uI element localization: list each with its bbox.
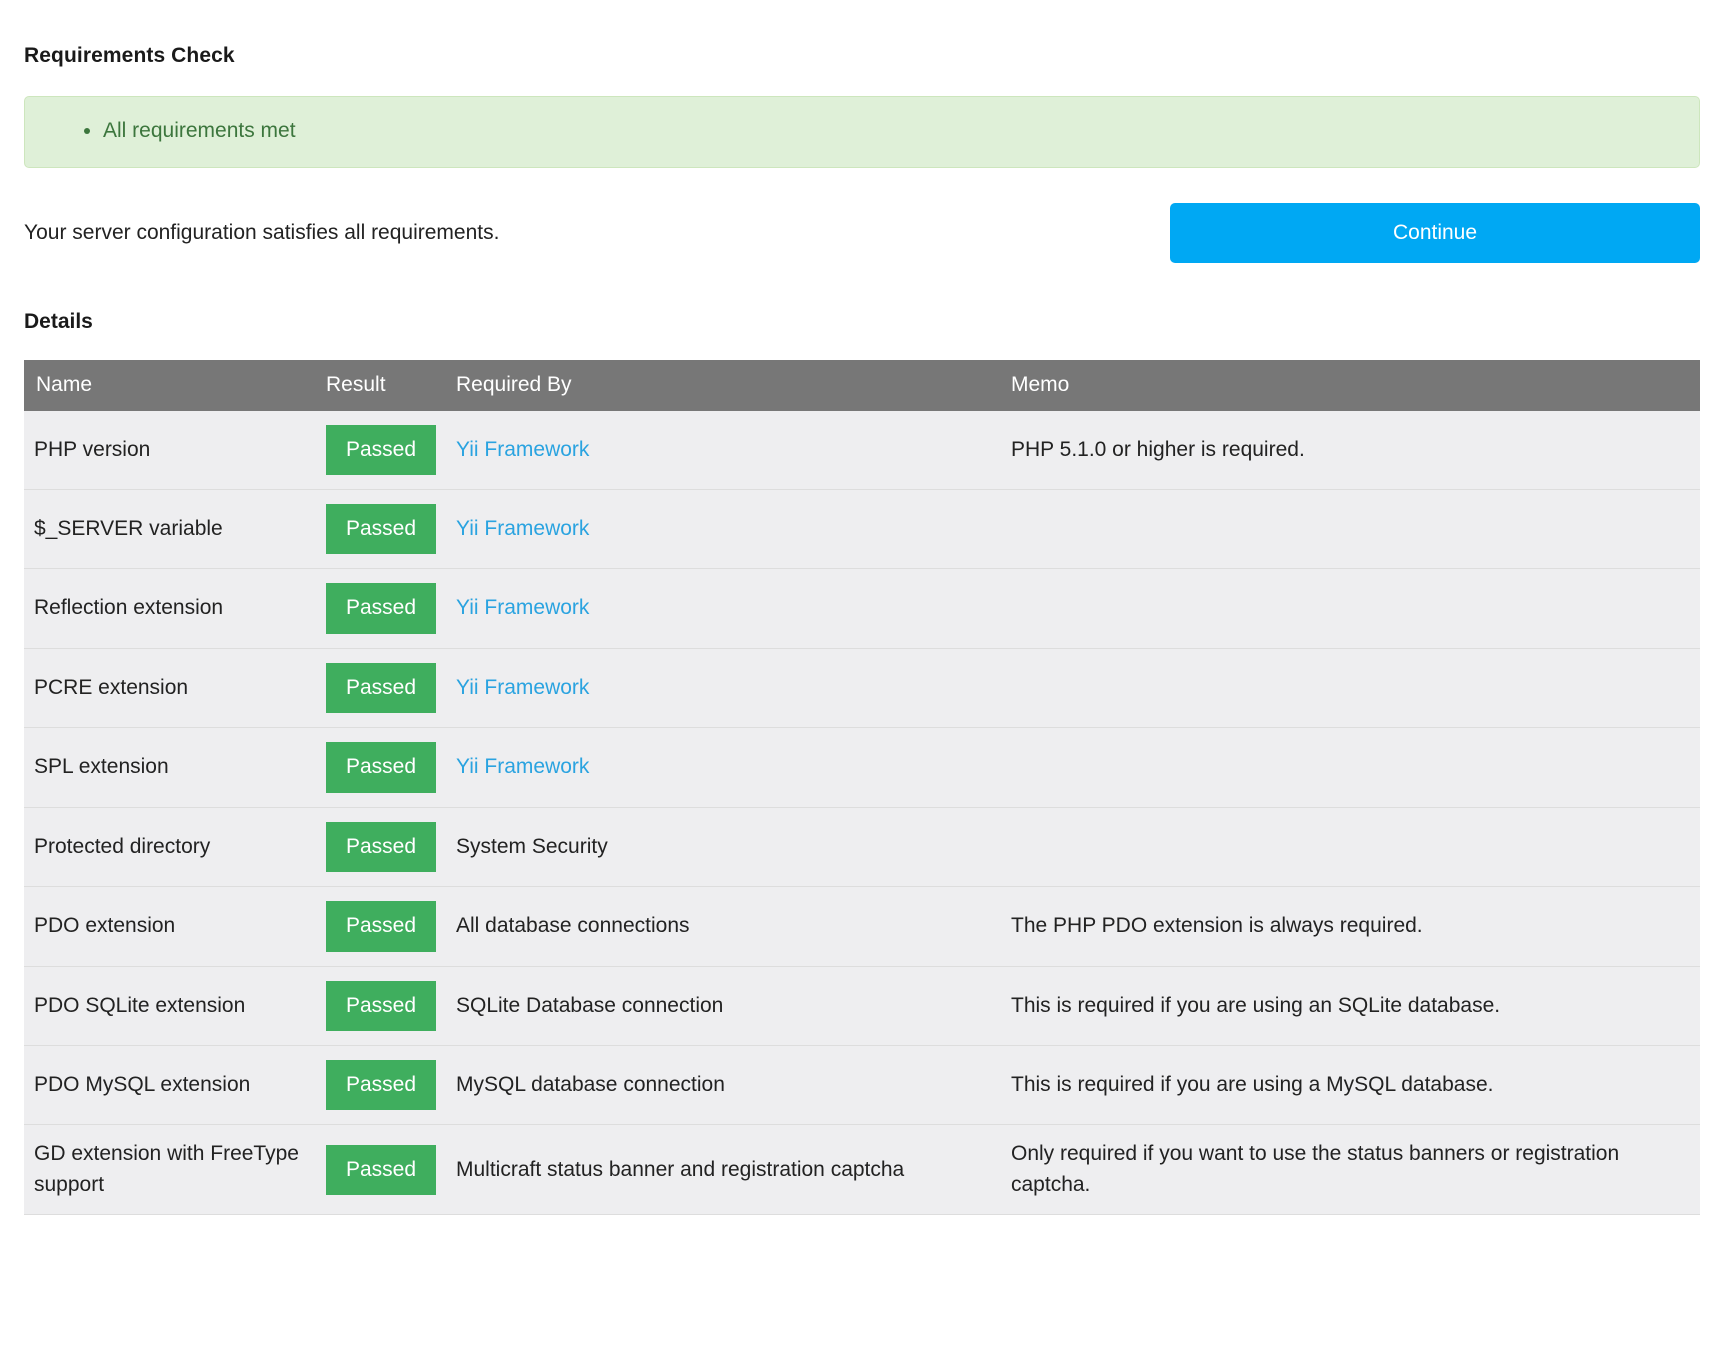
required-by-text: System Security [456, 834, 608, 858]
table-header [24, 360, 1700, 411]
cell-required-by[interactable] [446, 648, 1001, 727]
status-text: Your server configuration satisfies all requirements. [24, 220, 500, 244]
status-badge: Passed [326, 425, 436, 475]
table-row [24, 728, 1700, 807]
alert-list [47, 115, 1677, 147]
cell-memo: PHP 5.1.0 or higher is required. [1001, 411, 1700, 490]
column-header-memo: Memo [1001, 360, 1700, 411]
table-row [24, 489, 1700, 568]
cell-name: SPL extension [24, 728, 316, 807]
status-badge: Passed [326, 742, 436, 792]
cell-result [316, 1125, 446, 1215]
alert-item: • All requirements met [103, 115, 1677, 147]
cell-required-by[interactable] [446, 569, 1001, 648]
cell-result [316, 489, 446, 568]
required-by-text: SQLite Database connection [456, 993, 724, 1017]
requirements-table [24, 360, 1700, 1216]
cell-required-by [446, 966, 1001, 1045]
required-by-link[interactable]: Yii Framework [456, 437, 590, 461]
cell-result [316, 569, 446, 648]
table-row [24, 966, 1700, 1045]
cell-memo [1001, 728, 1700, 807]
status-badge: Passed [326, 981, 436, 1031]
cell-memo: This is required if you are using a MySQL database. [1001, 1046, 1700, 1125]
status-badge: Passed [326, 504, 436, 554]
page-title: Requirements Check [24, 44, 235, 67]
required-by-text: MySQL database connection [456, 1073, 725, 1096]
cell-memo: This is required if you are using an SQLite database. [1001, 966, 1700, 1045]
status-badge: Passed [326, 1060, 436, 1110]
cell-name: PDO MySQL extension [24, 1046, 316, 1125]
table-header-row [24, 360, 1700, 411]
required-by-link[interactable]: Yii Framework [456, 516, 590, 540]
cell-memo: Only required if you want to use the status banners or registration captcha. [1001, 1125, 1700, 1215]
status-badge: Passed [326, 822, 436, 872]
cell-result [316, 648, 446, 727]
cell-name: GD extension with FreeType support [24, 1125, 316, 1215]
status-badge: Passed [326, 901, 436, 951]
cell-memo [1001, 489, 1700, 568]
column-header-result: Result [316, 360, 446, 411]
required-by-link[interactable]: Yii Framework [456, 596, 590, 620]
table-row [24, 887, 1700, 966]
required-by-text: Multicraft status banner and registration captcha [456, 1157, 905, 1181]
table-row [24, 1046, 1700, 1125]
cell-name: PHP version [24, 411, 316, 490]
status-badge: Passed [326, 663, 436, 713]
cell-result [316, 1046, 446, 1125]
cell-name: $_SERVER variable [24, 489, 316, 568]
cell-memo [1001, 648, 1700, 727]
cell-required-by [446, 887, 1001, 966]
continue-button[interactable]: Continue [1170, 203, 1700, 263]
cell-required-by[interactable] [446, 489, 1001, 568]
status-row [24, 198, 1700, 268]
cell-required-by [446, 1046, 1001, 1125]
table-row [24, 411, 1700, 490]
required-by-link[interactable]: Yii Framework [456, 675, 590, 699]
cell-result [316, 887, 446, 966]
cell-required-by [446, 807, 1001, 886]
cell-required-by[interactable] [446, 411, 1001, 490]
details-title: Details [24, 309, 93, 333]
requirements-alert [24, 96, 1700, 168]
cell-result [316, 728, 446, 807]
status-badge: Passed [326, 583, 436, 633]
cell-required-by [446, 1125, 1001, 1215]
cell-memo [1001, 569, 1700, 648]
cell-name: Protected directory [24, 807, 316, 886]
cell-memo: The PHP PDO extension is always required. [1001, 887, 1700, 966]
cell-required-by[interactable] [446, 728, 1001, 807]
table-row [24, 807, 1700, 886]
cell-name: Reflection extension [24, 569, 316, 648]
cell-result [316, 411, 446, 490]
table-row [24, 569, 1700, 648]
cell-name: PDO extension [24, 887, 316, 966]
required-by-link[interactable]: Yii Framework [456, 755, 590, 779]
column-header-name: Name [24, 360, 316, 411]
cell-name: PDO SQLite extension [24, 966, 316, 1045]
table-row [24, 1125, 1700, 1215]
cell-result [316, 807, 446, 886]
cell-name: PCRE extension [24, 648, 316, 727]
column-header-required-by: Required By [446, 360, 1001, 411]
status-badge: Passed [326, 1145, 436, 1195]
cell-memo [1001, 807, 1700, 886]
table-body [24, 411, 1700, 1215]
required-by-text: All database connections [456, 914, 690, 938]
table-row [24, 648, 1700, 727]
cell-result [316, 966, 446, 1045]
